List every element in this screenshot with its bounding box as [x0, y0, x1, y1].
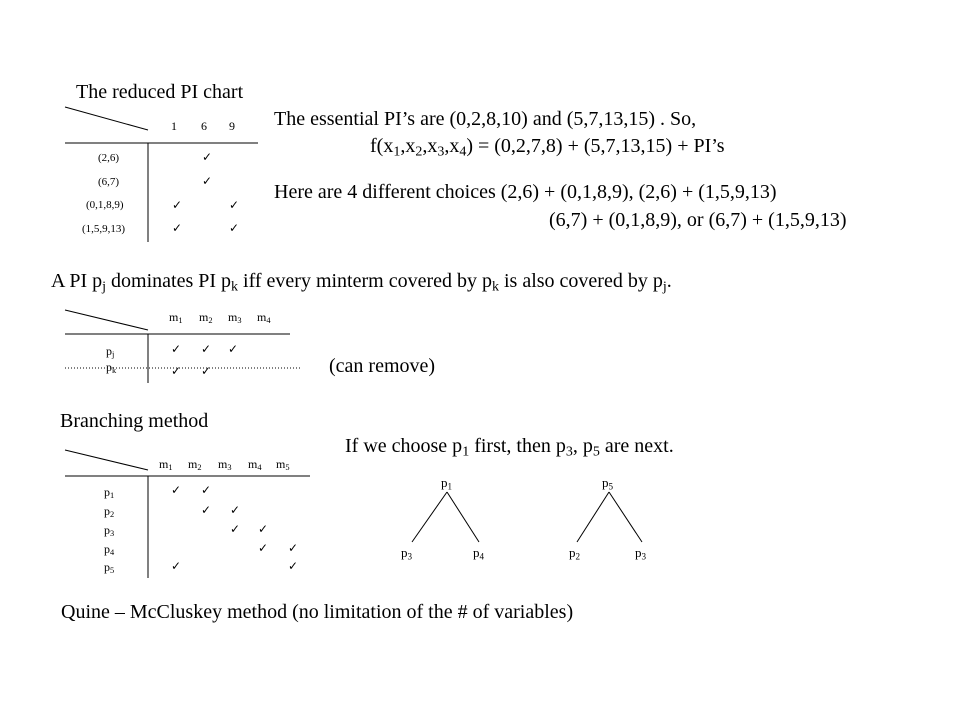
- checkmark-icon: ✓: [202, 150, 213, 164]
- tree1-right-edge: [447, 492, 479, 542]
- dominance-statement: A PI $p_j$ dominates PI $p_k$ iff every minterm covered by $p_k$ is also covered by $p_j$.: [51, 270, 672, 295]
- chart3-col-header: $m_4$: [248, 457, 262, 473]
- checkmark-icon: ✓: [201, 342, 212, 356]
- chart1-col-header: 9: [229, 119, 235, 133]
- checkmark-icon: ✓: [228, 342, 239, 356]
- chart2-col-header: $m_2$: [199, 310, 213, 326]
- chart1-row-label: (0,1,8,9): [86, 199, 124, 211]
- chart3-row-label: $p_1$: [104, 485, 115, 501]
- checkmark-icon: ✓: [171, 364, 182, 378]
- essential-line1: The essential PI’s are (0,2,8,10) and (5,7,13,15) . So,: [274, 108, 697, 130]
- checkmark-icon: ✓: [171, 342, 182, 356]
- chart1-col-header: 6: [201, 119, 207, 133]
- chart3-col-header: $m_5$: [276, 457, 290, 473]
- branching-title: Branching method: [60, 410, 209, 432]
- checkmark-icon: ✓: [171, 559, 182, 573]
- branching-statement: If we choose $p_1$ first, then $p_3$, $p_5$ are next.: [345, 435, 674, 460]
- tree2-left-edge: [577, 492, 609, 542]
- tree1-left-node: $p_3$: [401, 545, 413, 562]
- choices-line2: (6,7) + (0,1,8,9), or (6,7) + (1,5,9,13): [549, 209, 847, 231]
- chart3-col-header: $m_2$: [188, 457, 202, 473]
- chart2-row-label: $p_k$: [106, 360, 117, 376]
- checkmark-icon: ✓: [202, 174, 213, 188]
- chart3-row-label: $p_3$: [104, 523, 115, 539]
- tree2-right-edge: [609, 492, 642, 542]
- checkmark-icon: ✓: [258, 541, 269, 555]
- chart2-col-header: $m_3$: [228, 310, 242, 326]
- checkmark-icon: ✓: [172, 221, 183, 235]
- choices-line1: Here are 4 different choices (2,6) + (0,1,8,9), (2,6) + (1,5,9,13): [274, 181, 777, 203]
- checkmark-icon: ✓: [201, 503, 212, 517]
- chart3-col-header: $m_3$: [218, 457, 232, 473]
- checkmark-icon: ✓: [229, 221, 240, 235]
- essential-line2: $f(x_1,x_2,x_3,x_4) = (0,2,7,8) + (5,7,13,15)$ + PI’s: [370, 135, 725, 160]
- checkmark-icon: ✓: [230, 522, 241, 536]
- chart3-row-label: $p_4$: [104, 542, 115, 558]
- chart1-row-label: (6,7): [98, 176, 120, 188]
- can-remove-note: (can remove): [329, 355, 436, 377]
- tree2-root-node: $p_5$: [602, 475, 614, 492]
- checkmark-icon: ✓: [172, 198, 183, 212]
- tree1-root-node: $p_1$: [441, 475, 453, 492]
- checkmark-icon: ✓: [288, 559, 299, 573]
- checkmark-icon: ✓: [201, 364, 212, 378]
- chart2-diagonal: [65, 310, 148, 330]
- tree2-left-node: $p_2$: [569, 545, 581, 562]
- checkmark-icon: ✓: [230, 503, 241, 517]
- chart3-row-label: $p_2$: [104, 504, 115, 520]
- chart2-row-label: $p_j$: [106, 344, 115, 360]
- chart3-diagonal: [65, 450, 148, 470]
- checkmark-icon: ✓: [201, 483, 212, 497]
- tree1-left-edge: [412, 492, 447, 542]
- checkmark-icon: ✓: [258, 522, 269, 536]
- tree1-right-node: $p_4$: [473, 545, 485, 562]
- chart2-col-header: $m_1$: [169, 310, 183, 326]
- chart3-col-header: $m_1$: [159, 457, 173, 473]
- footer-note: Quine – McCluskey method (no limitation of the # of variables): [61, 601, 574, 623]
- checkmark-icon: ✓: [229, 198, 240, 212]
- chart3-row-label: $p_5$: [104, 560, 115, 576]
- chart1-row-label: (2,6): [98, 152, 120, 164]
- chart1-diagonal: [65, 107, 148, 130]
- chart1-row-label: (1,5,9,13): [82, 223, 126, 235]
- checkmark-icon: ✓: [288, 541, 299, 555]
- chart1-title: The reduced PI chart: [76, 81, 244, 103]
- chart1-col-header: 1: [171, 119, 177, 133]
- chart2-col-header: $m_4$: [257, 310, 271, 326]
- checkmark-icon: ✓: [171, 483, 182, 497]
- tree2-right-node: $p_3$: [635, 545, 647, 562]
